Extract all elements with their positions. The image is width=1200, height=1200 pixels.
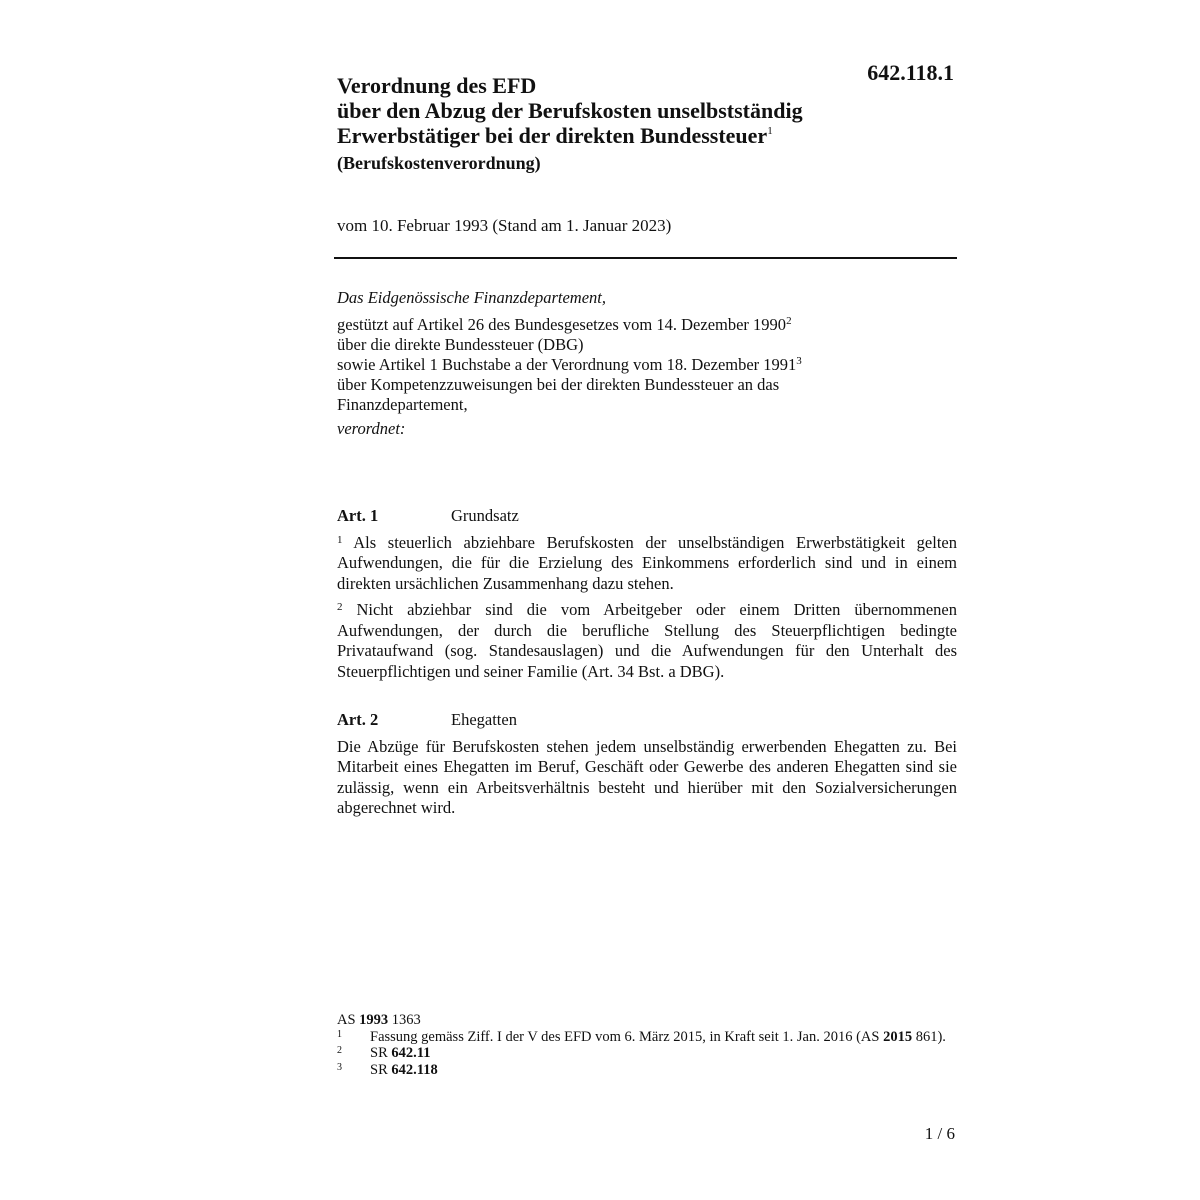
footnote-text (370, 1045, 430, 1062)
preamble-footnote-ref-3[interactable]: 3 (796, 355, 802, 367)
article-1-heading (337, 506, 957, 527)
article-1-paragraph-1 (337, 533, 957, 595)
footnote-bold-part: 2015 (883, 1028, 913, 1045)
paragraph-number: 2 (337, 601, 343, 613)
footnote-3 (337, 1062, 957, 1079)
article-2-heading (337, 710, 957, 731)
page-number: 1 / 6 (924, 1124, 955, 1143)
as-prefix: AS (337, 1012, 360, 1028)
sr-number: 642.118.1 (867, 60, 954, 85)
footnote-text (370, 1029, 946, 1046)
preamble-issuer: Das Eidgenössische Finanzdepartement, (337, 288, 607, 307)
paragraph-text: Nicht abziehbar sind die vom Arbeitgeber oder einem Dritten übernommenen Aufwendungen, der durch die berufliche Stellung des Steuerpflichtigen bedingte Privataufwand (sog. Standesauslagen) und die Aufwendungen für den Unterhalt des Steuerpflichtigen und seiner Familie (Art. 34 Bst. a DBG). (337, 600, 957, 681)
title-block (337, 73, 897, 174)
footnote-mark: 1 (337, 1028, 342, 1040)
title-divider (334, 257, 957, 259)
article-1-paragraph-2 (337, 600, 957, 682)
footnote-text (370, 1062, 438, 1079)
footnote-text-part: 861). (912, 1028, 946, 1045)
date-line: vom 10. Februar 1993 (Stand am 1. Januar 2023) (337, 216, 672, 235)
preamble-footnote-ref-2[interactable]: 2 (786, 315, 792, 327)
short-title: (Berufskostenverordnung) (337, 153, 541, 173)
preamble-basis-text-3: sowie Artikel 1 Buchstabe a der Verordnung vom 18. Dezember 1991 (337, 355, 797, 374)
preamble-basis-text-1: gestützt auf Artikel 26 des Bundesgesetzes vom 14. Dezember 1990 (337, 315, 787, 334)
paragraph-text: Als steuerlich abziehbare Berufskosten der unselbständigen Erwerbstätigkeit gelten Aufwendungen, die für die Erzielung des Einkommens erforderlich sind und in einem direkten ursächlichen Zusammenhang dazu stehen. (337, 532, 957, 593)
footnote-mark: 2 (337, 1045, 342, 1056)
article-2-paragraph-1 (337, 737, 957, 819)
article-1-title: Grundsatz (451, 506, 519, 525)
title-line-1: Verordnung des EFD (337, 73, 537, 98)
footnote-text-part: Fassung gemäss Ziff. I der V des EFD vom 6. März 2015, in Kraft seit 1. Jan. 2016 (AS (370, 1028, 884, 1045)
preamble-basis-line-4: über Kompetenzzuweisungen bei der direkten Bundessteuer an das (337, 375, 780, 394)
footnote-bold-part[interactable]: 642.11 (391, 1045, 431, 1061)
footnote-2 (337, 1045, 957, 1062)
paragraph-text: Die Abzüge für Berufskosten stehen jedem unselbständig erwerbenden Ehegatten zu. Bei Mitarbeit eines Ehegatten im Beruf, Geschäft oder Gewerbe des anderen Ehegatten sind sie zulässig, wenn ein Arbeitsverhältnis besteht und hierüber mit den Sozialversicherungen abgerechnet wird. (337, 736, 957, 817)
footnote-text-part: SR (370, 1061, 392, 1078)
official-compilation-reference (337, 1012, 957, 1029)
preamble-basis-line-5: Finanzdepartement, (337, 395, 468, 414)
as-page: 1363 (388, 1012, 421, 1028)
article-2-title: Ehegatten (451, 710, 517, 729)
as-year: 1993 (359, 1012, 389, 1028)
paragraph-number: 1 (337, 533, 343, 546)
preamble-decree: verordnet: (337, 419, 406, 438)
footnote-bold-part[interactable]: 642.118 (391, 1061, 438, 1078)
title-line-2: über den Abzug der Berufskosten unselbstständig (337, 98, 803, 123)
footnotes (337, 1012, 957, 1078)
footnote-mark: 3 (337, 1061, 342, 1073)
preamble-basis-line-3 (337, 355, 957, 375)
article-2-number: Art. 2 (337, 710, 379, 729)
footnote-text-part: SR (370, 1045, 392, 1061)
footnote-1 (337, 1029, 957, 1046)
preamble-basis-line-1 (337, 315, 957, 335)
preamble (337, 288, 957, 439)
article-2 (337, 710, 957, 825)
title-line-3 (337, 123, 897, 148)
article-1-number: Art. 1 (337, 506, 379, 525)
article-1 (337, 506, 957, 688)
title-line-3-text: Erwerbstätiger bei der direkten Bundessteuer (337, 123, 768, 148)
preamble-basis-line-2: über die direkte Bundessteuer (DBG) (337, 335, 584, 354)
title-footnote-ref[interactable]: 1 (767, 125, 773, 137)
